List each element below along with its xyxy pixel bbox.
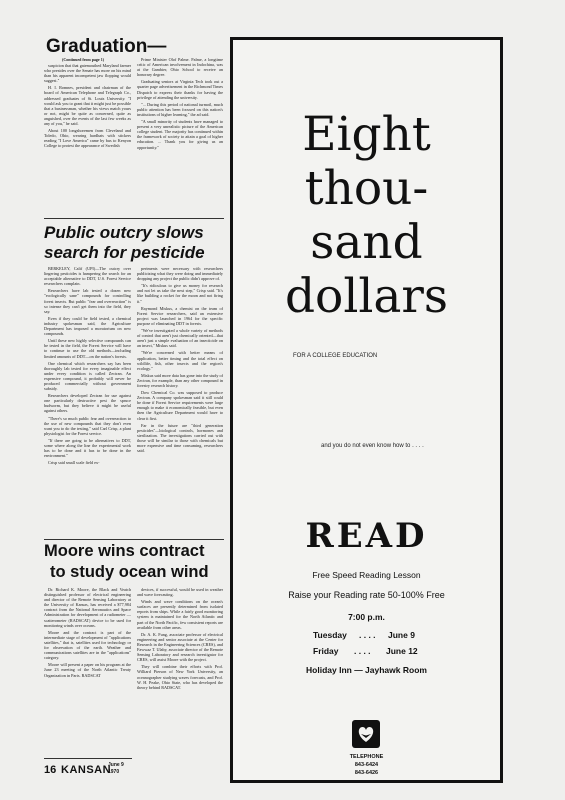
issue-date-line-1: June 9 [108, 762, 124, 768]
ad-lesson-title: Free Speed Reading Lesson [312, 570, 421, 580]
pesticide-column-1: BERKELEY, Calif (UPI)—The outcry over lingering pesticides is hampering the search for an acceptable alternative to DDT, U.S. Forest Service researchers complain. Researchers have lab tested a dozen new "ecologically sane" compounds for controlling forest insects. But public "fear and overreaction" is so intense they can't get them into the field, they say. Even if they could be field tested, a chemical industry spokesman said, the Agriculture Department has imposed a moratorium on new compounds. Until these new highly selective compounds can be tested in the field, the Forest Service will have to continue to use the old methods—including limited amounts of DDT—on the nation's forests. One chemical which researchers say has been thoroughly lab tested for every imaginable effect under every condition is called Zectran. An expensive compound, it probably will never be produced commercially without government subsidy. Researchers developed Zectran for use against one particularly destructive pest the spruce budworm, but they believe it might be useful against others. "There's so much public fear and overreaction to the use of new compounds that they don't even want you to do the testing," said Carl Crisp, a plant physiologist for the Forest service. "If there are going to be alternatives to DDT, some where along the line the experimental work has to be done and it has to be done in the environment." Crisp said small scale field ex- [44, 266, 131, 466]
graduation-continued-note: (Continued from page 1) [62, 57, 105, 62]
ad-tagline: and you do not even know how to . . . . [321, 443, 424, 449]
moore-headline-line-2: to study ocean wind [50, 563, 209, 581]
heart-book-icon [352, 720, 380, 748]
ad-headline-dollars: dollars [284, 269, 449, 324]
ad-date-1: June 9 [388, 630, 415, 640]
ad-subline: FOR A COLLEGE EDUCATION [293, 353, 378, 359]
ad-venue: Holiday Inn — Jayhawk Room [306, 665, 427, 675]
ad-headline-sand: sand [310, 215, 423, 270]
ad-rate-line: Raise your Reading rate 50-100% Free [288, 590, 445, 600]
divider [44, 218, 224, 219]
reading-dynamics-logo-icon [352, 720, 380, 748]
ad-phone-label: TELEPHONE [349, 754, 384, 760]
paper-name: KANSAN [61, 764, 112, 776]
ad-dots-1: . . . . [359, 630, 376, 640]
pesticide-column-2: periments were necessary with researchers publicizing what they were doing and immediately dropping any project the public didn't approve of. "It's ridiculous to give us money for research and not let us take the next step," Crisp said. "It's like building a rocket for the moon and not firing it." Raymond Miskus, a chemist on the team of Forest Service researchers, said an extensive project was launched in 1964 for the specific purpose of eliminating DDT in forests. "We've investigated a whole variety of methods of control that aren't just chemically oriented—that aren't just a simple evaluation of an insecticide on an insect," Miskus said. "We're concerned with better means of application, better timing and the total effect on wildlife, fish, other insects and the region's ecology." Miskus said more data has gone into the study of Zectran, for example, than any other compound in forestry research history. Dow Chemical Co. was supposed to produce Zectran. A company spokesman said it still could be done if Forest Service requirements were large enough to make it economically feasible, but even then the Agriculture Department would have to clear it first. Far in the future are "third generation pesticides"—biological controls, hormones and sterilization. The investigations carried out with those will be similar to those with chemicals but more expensive and time consuming, researchers said. [137, 266, 223, 454]
moore-headline-line-1: Moore wins contract [44, 542, 205, 560]
divider [44, 539, 224, 540]
ad-day-1: Tuesday [313, 630, 347, 640]
ad-headline-eight: Eight [302, 107, 431, 162]
ad-phone-1: 843-6424 [354, 762, 379, 768]
pesticide-headline-line-1: Public outcry slows [44, 223, 204, 242]
moore-column-1: Dr. Richard K. Moore, the Black and Veatch distinguished professor of electrical engineering and director of the Remote Sensing Laboratory at the University of Kansas, has received a $77,984 contract from the National Aeronautics and Space Administration for development of a radiometer — scatterometer (RADSCAT) device to be used for monitoring winds over oceans. Moore and the contract is part of the intermediate stage of development of "applications satellites," that is, satellites used for technology or for observation of the earth. Weather and communications satellites are in the "applications" category. Moore will present a paper on his program at the June 23 meeting of the North Atlantic Treaty Organization in Paris. RADSCAT [44, 587, 131, 678]
graduation-column-1: suspicion that that gatemouthed Maryland farmer who presides over the Senate has more on his mind than his apparent incompetent jaw flopping would suggest." H. I. Romnes, president and chairman of the board of American Telephone and Telegraph Co., addressed graduates of St. Louis University. "I would ask you to grant that it might just be possible that a businessman, whether his views match yours or not, might be quite as concerned, quite as anguished, over the events of the last few weeks as any of you," he said. About 100 longshoremen from Cleveland and Toledo, Ohio, wearing hardhats with stickers reading "I Love America" came by bus to Kenyon College to protest the appearance of Swedish [44, 63, 131, 149]
ad-read-word: READ [305, 516, 428, 556]
pesticide-headline-line-2: search for pesticide [44, 243, 205, 262]
moore-column-2: devices, if successful, would be used in weather and wave forecasting. Winds and wave conditions on the ocean's surfaces are presently determined from isolated reports from ships. While a fairly good monitoring system is maintained for the North Atlantic and part of the North Pacific, few consistent reports are available from other areas. Dr. A. K. Fung, associate professor of electrical engineering and senior associate at the Center for Research in the Engineering Sciences (CRES), and Fawwaz T. Ulaby, associate director of the Remote Sensing Laboratory and research investigator for CRES, will assist Moore with the project. They will combine their efforts with Prof. Williard Pierson of New York University, an oceanographer studying waves forecasts, and Prof. W. H. Peake, Ohio State, who has developed the theory behind RADSCAT. [137, 587, 223, 690]
ad-day-2: Friday [313, 646, 339, 656]
speed-reading-ad [230, 37, 503, 783]
ad-headline-thou: thou- [304, 161, 429, 216]
graduation-column-2: Prime Minister Olof Palme. Palme, a longtime critic of American involvement in Indochina, was at the Gambier, Ohio School to receive an honorary degree. Graduating seniors at Virginia Tech took out a quarter page advertisement in the Richmond Times Dispatch to express their thanks for having the privilege of attending the university. "... During this period of national turmoil, much public attention has been focused on this nation's institutions of higher learning," the ad said. "A small minority of students have managed to present a very unrealistic picture of the American college student. The majority has continued within the framework of society to attain a goal of higher education. ... Thank you for giving us an opportunity." [137, 57, 223, 150]
graduation-headline: Graduation— [46, 36, 167, 57]
ad-phone-2: 843-6426 [354, 770, 379, 776]
issue-date-line-2: 1970 [108, 769, 120, 775]
ad-date-2: June 12 [386, 646, 418, 656]
ad-time: 7:00 p.m. [348, 612, 385, 622]
page-number: 16 [44, 764, 57, 776]
ad-dots-2: . . . . [354, 646, 371, 656]
footer-rule [44, 758, 132, 759]
